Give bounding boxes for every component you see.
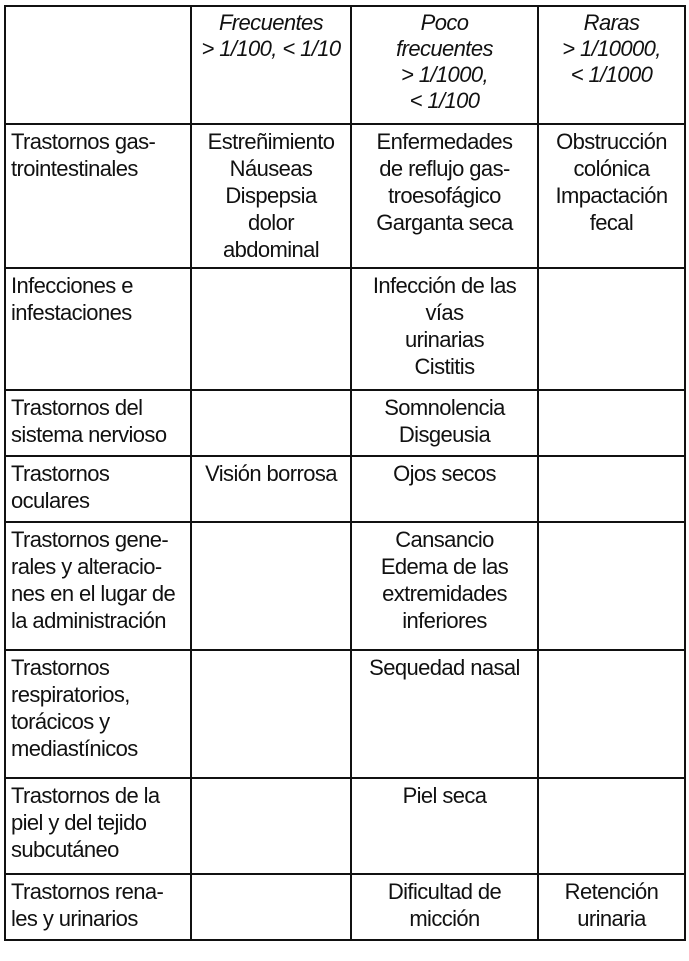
cell-line: piel y del tejido [11,810,147,835]
cell-line: la administración [11,608,166,633]
cell-line: Piel seca [402,783,487,808]
rare-cell [538,390,685,456]
cell-line: Estreñimiento [207,129,335,154]
cell-line: trointestinales [11,156,138,181]
cell-line: Enfermedades [376,129,513,154]
table-row [5,778,685,874]
cell-line: Somnolencia [384,395,505,420]
cell-line: oculares [11,488,90,513]
uncommon-cell [351,650,538,778]
cell-line: Dificultad de [387,879,502,904]
cell-line: vías [425,300,464,325]
cell-line: Náuseas [229,156,313,181]
header-uncommon-line: < 1/100 [409,88,480,113]
cell-line: nes en el lugar de [11,581,176,606]
rare-cell [538,650,685,778]
uncommon-cell [351,522,538,650]
cell-line: mediastínicos [11,736,138,761]
rare-cell [538,778,685,874]
table-row [5,268,685,390]
header-frequent [191,6,351,124]
uncommon-cell [351,874,538,940]
cell-line: torácicos y [11,709,110,734]
cell-line: urinarias [405,327,484,352]
cell-line: rales y alteracio- [11,554,162,579]
cell-line: Trastornos gas- [11,129,156,154]
rare-cell [538,456,685,522]
cell-line: sistema nervioso [11,422,167,447]
cell-line: Trastornos rena- [11,879,164,904]
uncommon-cell [351,268,538,390]
cell-line: les y urinarios [11,906,138,931]
header-rare-line: < 1/1000 [570,62,653,87]
cell-line: de reflujo gas- [379,156,510,181]
header-frequent-line: Frecuentes [218,10,324,35]
frequent-cell [191,390,351,456]
cell-line: urinaria [577,906,646,931]
adverse-reactions-table [4,5,686,941]
header-row [5,6,685,124]
table-row [5,522,685,650]
organ-class-cell [5,124,191,268]
cell-line: Obstrucción [556,129,667,154]
organ-class-cell [5,874,191,940]
header-uncommon [351,6,538,124]
organ-class-cell [5,778,191,874]
cell-line: Cansancio [395,527,494,552]
table-row [5,390,685,456]
cell-line: respiratorios, [11,682,130,707]
uncommon-cell [351,456,538,522]
cell-line: micción [409,906,480,931]
cell-line: Trastornos gene- [11,527,169,552]
rare-cell [538,124,685,268]
frequent-cell [191,124,351,268]
header-rare [538,6,685,124]
rare-cell [538,268,685,390]
cell-line: Trastornos del [11,395,143,420]
cell-line: infestaciones [11,300,132,325]
header-uncommon-line: Poco [420,10,469,35]
table-row [5,124,685,268]
frequent-cell [191,650,351,778]
cell-line: Trastornos [11,655,110,680]
organ-class-cell [5,522,191,650]
frequent-cell [191,456,351,522]
table-row [5,456,685,522]
cell-line: Dispepsia [225,183,317,208]
table-row [5,650,685,778]
cell-line: Trastornos [11,461,110,486]
cell-line: abdominal [222,237,320,262]
header-rare-line: > 1/10000, [562,36,661,61]
frequent-cell [191,778,351,874]
frequent-cell [191,874,351,940]
header-uncommon-line: > 1/1000, [401,62,488,87]
cell-line: dolor [248,210,294,235]
header-frequent-line: > 1/100, < 1/10 [201,36,341,61]
cell-line: subcutáneo [11,837,119,862]
cell-line: Impactación [555,183,668,208]
organ-class-cell [5,268,191,390]
frequent-cell [191,268,351,390]
cell-line: Trastornos de la [11,783,160,808]
cell-line: Visión borrosa [205,461,337,486]
cell-line: Retención [564,879,659,904]
cell-line: colónica [573,156,650,181]
cell-line: extremidades [382,581,507,606]
cell-line: troesofágico [388,183,501,208]
uncommon-cell [351,124,538,268]
frequent-cell [191,522,351,650]
rare-cell [538,522,685,650]
cell-line: Ojos secos [393,461,496,486]
cell-line: Cistitis [414,354,475,379]
cell-line: Edema de las [380,554,509,579]
cell-line: Disgeusia [398,422,491,447]
organ-class-cell [5,650,191,778]
organ-class-cell [5,390,191,456]
cell-line: Garganta seca [376,210,513,235]
rare-cell [538,874,685,940]
header-uncommon-line: frecuentes [396,36,493,61]
organ-class-cell [5,456,191,522]
cell-line: Sequedad nasal [369,655,520,680]
corner-cell [5,6,191,124]
uncommon-cell [351,778,538,874]
uncommon-cell [351,390,538,456]
header-rare-line: Raras [583,10,640,35]
cell-line: fecal [589,210,634,235]
cell-line: Infecciones e [11,273,133,298]
cell-line: Infección de las [372,273,517,298]
cell-line: inferiores [402,608,487,633]
table-row [5,874,685,940]
